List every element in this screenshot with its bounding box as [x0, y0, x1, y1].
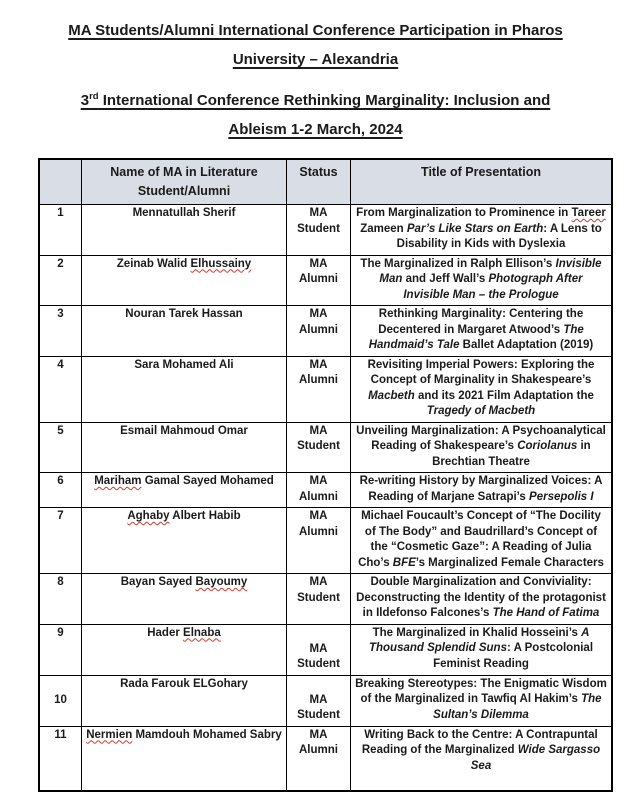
- text-run: Rethinking Marginality: Centering the Decentered in Margaret Atwood’s: [378, 308, 584, 336]
- status-cell: MA Student: [287, 624, 351, 675]
- misspelled-word: Bayoumy: [195, 576, 248, 588]
- text-run: and its 2021 Film Adaptation the: [414, 389, 594, 402]
- row-number-cell: 5: [39, 422, 82, 473]
- misspelled-word: Elhussainy: [190, 257, 252, 270]
- status-cell: MA Alumni: [287, 356, 351, 422]
- document-title: [38, 16, 593, 74]
- header-cell-title: Title of Presentation: [351, 159, 613, 205]
- table-row: [39, 508, 612, 574]
- text-run: Hader: [147, 626, 184, 639]
- table-header: [39, 159, 612, 205]
- table-body: [39, 205, 612, 792]
- text-run: Mamdouh Mohamed Sabry: [132, 728, 282, 741]
- table-row: [39, 255, 612, 306]
- title-cell: [351, 508, 613, 574]
- italic-text-run: BFE: [392, 556, 416, 569]
- italic-text-run: Tragedy of Macbeth: [426, 405, 536, 417]
- row-number-cell: 11: [39, 726, 82, 791]
- name-cell: [82, 422, 287, 473]
- status-cell: MA Student: [287, 675, 351, 726]
- row-number-cell: 3: [39, 306, 82, 357]
- italic-text-run: Wide Sargasso Sea: [470, 744, 601, 772]
- italic-text-run: Coriolanus: [517, 440, 578, 452]
- status-cell: MA Student: [287, 205, 351, 256]
- row-number-cell: 9: [39, 624, 82, 675]
- text-run: Rada Farouk ELGohary: [120, 677, 248, 690]
- name-cell: [82, 473, 287, 508]
- header-cell-status: Status: [287, 159, 351, 205]
- header-row: [39, 159, 612, 205]
- misspelled-word: Tareer: [571, 207, 606, 219]
- title-cell: [351, 726, 613, 791]
- misspelled-word: Mariham: [94, 475, 142, 487]
- status-cell: MA Student: [287, 574, 351, 625]
- table-row: [39, 306, 612, 357]
- title-cell: [351, 624, 613, 675]
- name-cell: [82, 205, 287, 256]
- italic-text-run: Macbeth: [368, 389, 415, 402]
- text-run: : A Lens to Disability in Kids with Dyslexia: [396, 222, 602, 250]
- subtitle-ordinal-suffix: rd: [89, 91, 99, 102]
- table-row: [39, 574, 612, 625]
- text-run: Double Marginalization and Conviviality: Deconstructing the Identity of the protagonist in Ildefonso Falcones’s: [356, 576, 606, 619]
- subtitle-ordinal-base: 3: [80, 92, 90, 109]
- table-row: [39, 473, 612, 508]
- text-run: Zameen: [360, 222, 407, 235]
- misspelled-word: Elnaba: [183, 626, 221, 639]
- subtitle-line-1: [38, 86, 593, 115]
- italic-text-run: Invisible Man: [379, 257, 602, 285]
- text-run: Ballet Adaptation (2019): [459, 339, 594, 351]
- text-run: : A Postcolonial Feminist Reading: [433, 642, 594, 670]
- text-run: Breaking Stereotypes: The Enigmatic Wisdom of the Marginalized in Tawfiq Al Hakim’s: [355, 677, 607, 705]
- italic-text-run: The Handmaid’s Tale: [368, 323, 584, 351]
- italic-text-run: Par’s Like Stars on Earth: [406, 222, 544, 235]
- status-cell: MA Alumni: [287, 473, 351, 508]
- header-cell-name: Name of MA in Literature Student/Alumni: [82, 159, 287, 205]
- text-run: and Jeff Wall’s: [402, 273, 489, 285]
- subtitle-line-2: Ableism 1-2 March, 2024: [228, 121, 403, 138]
- status-cell: MA Alumni: [287, 726, 351, 791]
- conference-subtitle: [38, 86, 593, 144]
- text-run: Albert Habib: [169, 510, 241, 522]
- text-run: in Brechtian Theatre: [432, 440, 591, 468]
- row-number-cell: 4: [39, 356, 82, 422]
- status-cell: MA Alumni: [287, 508, 351, 574]
- row-number-cell: 1: [39, 205, 82, 256]
- name-cell: [82, 726, 287, 791]
- text-run: ’s Marginalized Female Characters: [415, 556, 604, 569]
- subtitle-line-1-rest: International Conference Rethinking Marginality: Inclusion and: [98, 92, 551, 109]
- title-cell: [351, 205, 613, 256]
- name-cell: [82, 356, 287, 422]
- table-row: [39, 726, 612, 791]
- title-cell: [351, 356, 613, 422]
- text-run: Sara Mohamed Ali: [134, 358, 234, 371]
- title-line-1: MA Students/Alumni International Conference Participation in Pharos: [68, 22, 563, 39]
- row-number-cell: 2: [39, 255, 82, 306]
- misspelled-word: Aghaby: [127, 510, 170, 522]
- misspelled-word: Nermien: [86, 728, 133, 741]
- name-cell: [82, 508, 287, 574]
- text-run: Unveiling Marginalization: A Psychoanalytical Reading of Shakespeare’s: [356, 424, 606, 452]
- table-row: [39, 356, 612, 422]
- row-number-cell: 6: [39, 473, 82, 508]
- table-row: [39, 624, 612, 675]
- name-cell: [82, 675, 287, 726]
- text-run: Esmail Mahmoud Omar: [120, 424, 248, 437]
- text-run: The Marginalized in Ralph Ellison’s: [360, 257, 556, 270]
- text-run: Revisiting Imperial Powers: Exploring the Concept of Marginality in Shakespeare’s: [367, 358, 595, 386]
- text-run: From Marginalization to Prominence in: [356, 207, 572, 219]
- italic-text-run: Persepolis I: [529, 490, 594, 503]
- name-cell: [82, 624, 287, 675]
- title-cell: [351, 306, 613, 357]
- title-line-2: University – Alexandria: [232, 51, 399, 68]
- name-cell: [82, 306, 287, 357]
- table-row: [39, 675, 612, 726]
- title-cell: [351, 473, 613, 508]
- italic-text-run: The Sultan’s Dilemma: [433, 693, 602, 721]
- text-run: Re-writing History by Marginalized Voices: A Reading of Marjane Satrapi’s: [359, 475, 603, 503]
- status-cell: MA Alumni: [287, 255, 351, 306]
- table-row: [39, 422, 612, 473]
- italic-text-run: The Hand of Fatima: [492, 607, 600, 619]
- name-cell: [82, 255, 287, 306]
- name-cell: [82, 574, 287, 625]
- row-number-cell: 10: [39, 675, 82, 726]
- status-cell: MA Student: [287, 422, 351, 473]
- text-run: Zeinab Walid: [116, 257, 191, 270]
- row-number-cell: 8: [39, 574, 82, 625]
- text-run: Gamal Sayed Mohamed: [141, 475, 274, 487]
- title-cell: [351, 422, 613, 473]
- text-run: Michael Foucault’s Concept of “The Docility of The Body” and Baudrillard’s Concept of the “Cosmetic Gaze”: A Reading of Julia Cho’s: [358, 510, 601, 569]
- italic-text-run: Photograph After Invisible Man – the Prologue: [403, 273, 583, 301]
- italic-text-run: A Thousand Splendid Suns: [368, 626, 590, 654]
- participation-table: [38, 158, 613, 792]
- title-cell: [351, 574, 613, 625]
- title-cell: [351, 675, 613, 726]
- title-cell: [351, 255, 613, 306]
- status-cell: MA Alumni: [287, 306, 351, 357]
- row-number-cell: 7: [39, 508, 82, 574]
- text-run: The Marginalized in Khalid Hosseini’s: [372, 626, 582, 639]
- text-run: Bayan Sayed: [120, 576, 196, 588]
- text-run: Nouran Tarek Hassan: [125, 308, 243, 320]
- text-run: Mennatullah Sherif: [132, 207, 236, 219]
- header-cell-number: [39, 159, 82, 205]
- table-row: [39, 205, 612, 256]
- text-run: Writing Back to the Centre: A Contrapuntal Reading of the Marginalized: [361, 728, 598, 756]
